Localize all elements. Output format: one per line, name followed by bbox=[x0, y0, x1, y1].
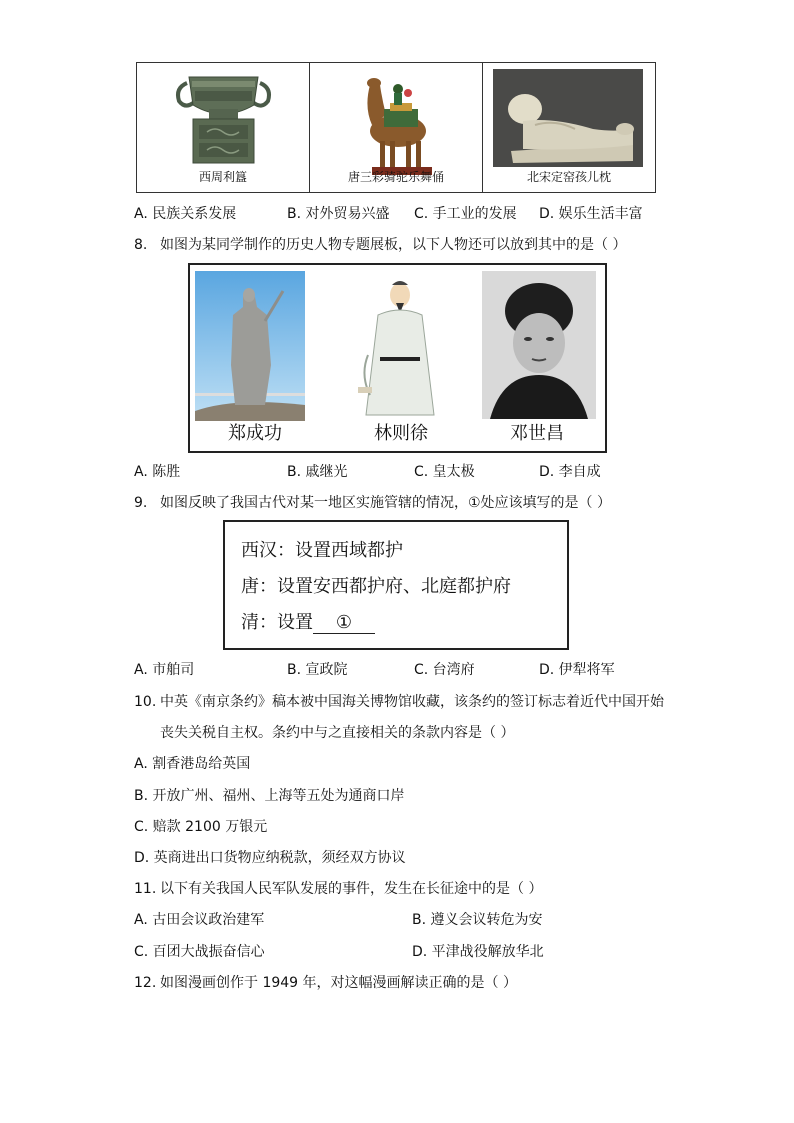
artifact-caption: 唐三彩骑驼乐舞俑 bbox=[347, 170, 444, 184]
question-number: 8. bbox=[134, 237, 148, 253]
q11-option-a[interactable]: A. 古田会议政治建军 bbox=[134, 912, 265, 928]
zheng-chenggong-statue-image bbox=[195, 271, 305, 421]
q9-option-a[interactable]: A. 市舶司 bbox=[134, 662, 195, 678]
q12-stem-line bbox=[134, 974, 517, 992]
question-stem: 中英《南京条约》稿本被中国海关博物馆收藏，该条约的签订标志着近代中国开始 bbox=[160, 694, 664, 710]
q8-option-d[interactable]: D. 李自成 bbox=[539, 464, 601, 480]
question-number: 10. bbox=[134, 694, 157, 710]
admin-line-qing-prefix: 清：设置 bbox=[241, 612, 313, 633]
q7-option-c[interactable]: C. 手工业的发展 bbox=[414, 206, 517, 222]
q8-stem-line bbox=[134, 236, 626, 254]
admin-line-tang: 唐：设置安西都护府、北庭都护府 bbox=[241, 576, 511, 597]
question-number: 12. bbox=[134, 975, 157, 991]
q9-option-b[interactable]: B. 宣政院 bbox=[287, 662, 348, 678]
question-number: 11. bbox=[134, 881, 157, 897]
question-stem: 以下有关我国人民军队发展的事件，发生在长征途中的是（ ） bbox=[160, 881, 543, 897]
q11-option-c[interactable]: C. 百团大战振奋信心 bbox=[134, 944, 265, 960]
q10-stem-line-1 bbox=[134, 693, 664, 711]
q9-option-c[interactable]: C. 台湾府 bbox=[414, 662, 475, 678]
q10-option-a[interactable]: A. 割香港岛给英国 bbox=[134, 756, 251, 772]
artifact-cell-pillow bbox=[483, 63, 655, 192]
question-stem: 如图为某同学制作的历史人物专题展板，以下人物还可以放到其中的是（ ） bbox=[160, 237, 627, 253]
figure-name-lin-zexu: 林则徐 bbox=[374, 423, 428, 444]
q9-option-d[interactable]: D. 伊犁将军 bbox=[539, 662, 615, 678]
q8-option-b[interactable]: B. 戚继光 bbox=[287, 464, 348, 480]
q11-option-b[interactable]: B. 遵义会议转危为安 bbox=[412, 912, 543, 928]
q8-option-a[interactable]: A. 陈胜 bbox=[134, 464, 181, 480]
q7-option-b[interactable]: B. 对外贸易兴盛 bbox=[287, 206, 390, 222]
q11-stem-line bbox=[134, 880, 542, 898]
admin-line-qing bbox=[241, 608, 375, 634]
q10-option-d[interactable]: D. 英商进出口货物应纳税款，须经双方协议 bbox=[134, 850, 406, 866]
admin-line-western-han: 西汉：设置西域都护 bbox=[241, 540, 403, 561]
q10-option-b[interactable]: B. 开放广州、福州、上海等五处为通商口岸 bbox=[134, 788, 405, 804]
fill-blank-1: ① bbox=[313, 612, 375, 634]
artifact-cell-tricolor bbox=[310, 63, 483, 192]
q7-option-a[interactable]: A. 民族关系发展 bbox=[134, 206, 237, 222]
historical-figures-panel bbox=[188, 263, 607, 453]
lin-zexu-portrait-image bbox=[348, 275, 448, 421]
artifact-table bbox=[136, 62, 656, 193]
artifact-caption: 西周利簋 bbox=[198, 170, 247, 184]
artifact-cell-bronze bbox=[137, 63, 310, 192]
q9-stem-line bbox=[134, 494, 611, 512]
q10-stem-line-2: 丧失关税自主权。条约中与之直接相关的条款内容是（ ） bbox=[160, 725, 515, 741]
deng-shichang-photo-image bbox=[482, 271, 596, 419]
q10-option-c[interactable]: C. 赔款 2100 万银元 bbox=[134, 819, 268, 835]
administration-box bbox=[223, 520, 569, 650]
q11-option-d[interactable]: D. 平津战役解放华北 bbox=[412, 944, 544, 960]
question-stem: 如图反映了我国古代对某一地区实施管辖的情况，①处应该填写的是（ ） bbox=[160, 495, 611, 511]
question-stem: 如图漫画创作于 1949 年，对这幅漫画解读正确的是（ ） bbox=[160, 975, 517, 991]
figure-name-deng-shichang: 邓世昌 bbox=[510, 423, 564, 444]
q7-option-d[interactable]: D. 娱乐生活丰富 bbox=[539, 206, 643, 222]
q8-option-c[interactable]: C. 皇太极 bbox=[414, 464, 475, 480]
question-number: 9. bbox=[134, 495, 148, 511]
artifact-caption: 北宋定窑孩儿枕 bbox=[526, 170, 611, 184]
figure-name-zheng-chenggong: 郑成功 bbox=[228, 423, 282, 444]
